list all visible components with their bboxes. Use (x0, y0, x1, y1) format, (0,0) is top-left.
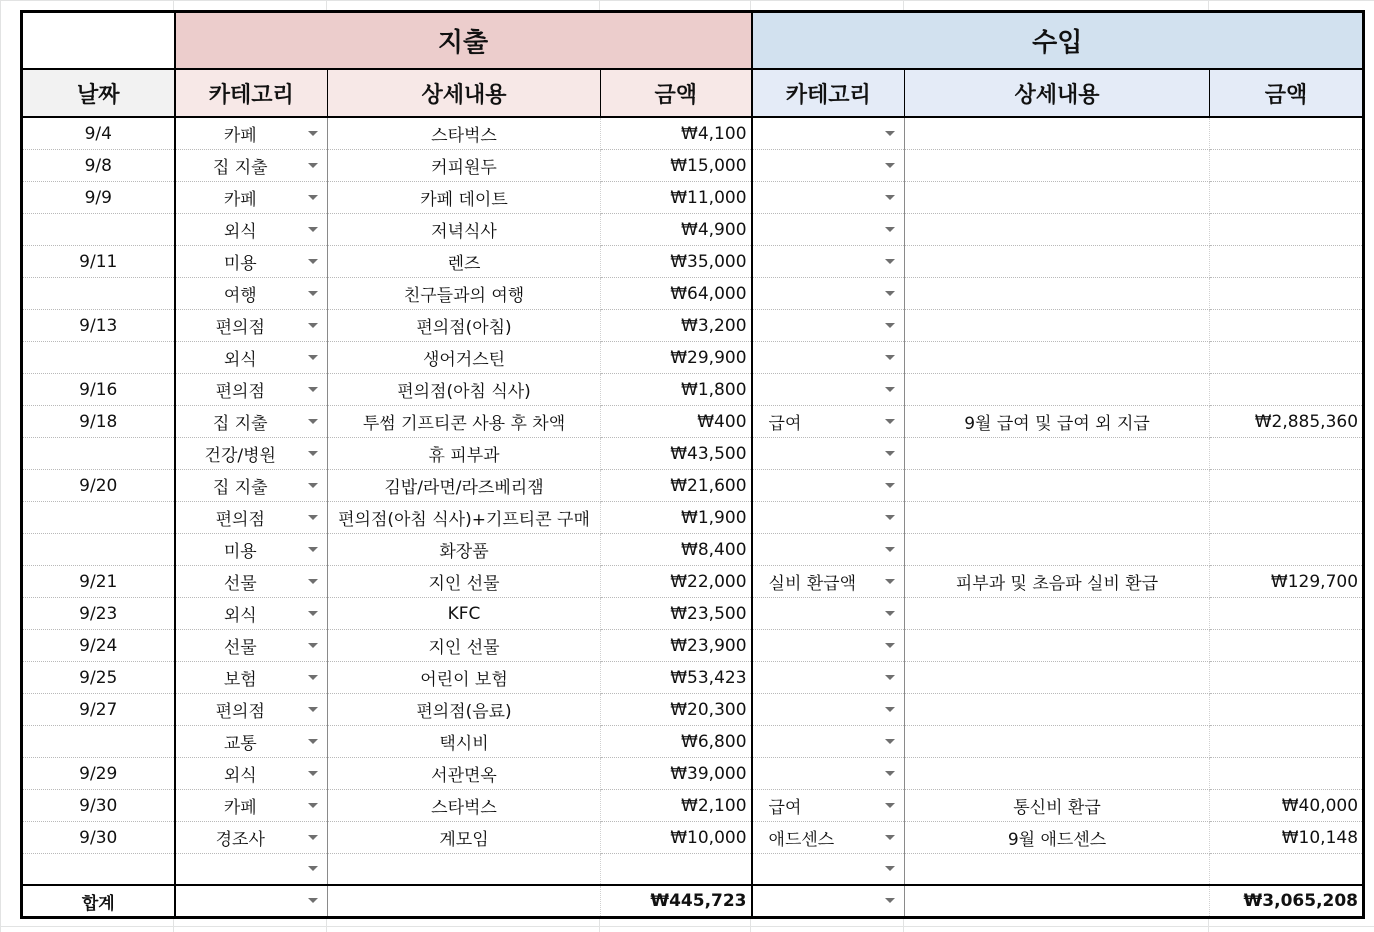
expense-category-dropdown-value: 편의점 (215, 318, 265, 338)
date-cell[interactable]: 9/25 (22, 662, 175, 694)
income-amount-cell[interactable]: ₩40,000 (1210, 790, 1364, 822)
dropdown-arrow-icon[interactable] (885, 675, 895, 680)
income-category-dropdown[interactable] (752, 117, 905, 150)
expense-category-dropdown-value: 외식 (223, 350, 257, 370)
income-amount-cell[interactable] (1210, 374, 1364, 406)
expense-amount-cell[interactable]: ₩4,900 (601, 214, 752, 246)
date-cell[interactable] (22, 342, 175, 374)
income-category-dropdown[interactable] (752, 150, 905, 182)
expense-category-dropdown-value: 보험 (223, 670, 257, 690)
date-cell[interactable] (22, 854, 175, 886)
date-cell[interactable] (22, 502, 175, 534)
income-amount-cell[interactable] (1210, 534, 1364, 566)
income-detail-cell[interactable]: 피부과 및 초음파 실비 환급 (905, 566, 1210, 598)
dropdown-arrow-icon[interactable] (308, 611, 318, 616)
income-amount-cell[interactable]: ₩129,700 (1210, 566, 1364, 598)
table-row (22, 630, 1364, 662)
expense-category-dropdown[interactable] (175, 662, 328, 694)
expense-detail-cell[interactable]: 커피원두 (328, 150, 601, 182)
income-detail-cell[interactable] (905, 438, 1210, 470)
income-amount-cell[interactable] (1210, 758, 1364, 790)
income-amount-cell[interactable] (1210, 854, 1364, 886)
income-category-header[interactable]: 카테고리 (752, 69, 905, 117)
expense-category-dropdown[interactable] (175, 534, 328, 566)
date-cell[interactable] (22, 214, 175, 246)
expense-amount-cell[interactable]: ₩20,300 (601, 694, 752, 726)
expense-detail-cell[interactable]: 생어거스틴 (328, 342, 601, 374)
totals-income-category-dropdown[interactable] (752, 885, 905, 918)
table-row (22, 758, 1364, 790)
income-category-dropdown[interactable] (752, 214, 905, 246)
expense-amount-cell[interactable]: ₩64,000 (601, 278, 752, 310)
income-amount-cell[interactable] (1210, 310, 1364, 342)
income-amount-cell[interactable]: ₩10,148 (1210, 822, 1364, 854)
table-row (22, 150, 1364, 182)
income-amount-cell[interactable] (1210, 438, 1364, 470)
date-cell[interactable]: 9/23 (22, 598, 175, 630)
table-row (22, 534, 1364, 566)
income-detail-cell[interactable] (905, 758, 1210, 790)
income-category-dropdown[interactable] (752, 598, 905, 630)
table-row (22, 406, 1364, 438)
expense-category-dropdown-value: 편의점 (215, 702, 265, 722)
income-detail-cell[interactable] (905, 534, 1210, 566)
table-row (22, 470, 1364, 502)
expense-detail-cell[interactable]: KFC (328, 598, 601, 630)
expense-amount-cell[interactable]: ₩6,800 (601, 726, 752, 758)
expense-amount-cell[interactable]: ₩1,900 (601, 502, 752, 534)
expense-amount-cell[interactable]: ₩21,600 (601, 470, 752, 502)
income-category-dropdown[interactable] (752, 534, 905, 566)
income-category-dropdown[interactable] (752, 790, 905, 822)
expense-amount-cell[interactable]: ₩3,200 (601, 310, 752, 342)
income-category-dropdown[interactable] (752, 694, 905, 726)
table-row (22, 694, 1364, 726)
dropdown-arrow-icon[interactable] (308, 771, 318, 776)
table-row (22, 502, 1364, 534)
income-detail-cell[interactable] (905, 470, 1210, 502)
table-row (22, 854, 1364, 886)
expense-amount-cell[interactable]: ₩4,100 (601, 117, 752, 150)
income-amount-cell[interactable] (1210, 182, 1364, 214)
dropdown-arrow-icon[interactable] (308, 483, 318, 488)
expense-amount-cell[interactable]: ₩43,500 (601, 438, 752, 470)
dropdown-arrow-icon[interactable] (885, 739, 895, 744)
expense-category-header[interactable]: 카테고리 (175, 69, 328, 117)
table-row (22, 662, 1364, 694)
expense-category-dropdown[interactable] (175, 182, 328, 214)
blank-corner-cell[interactable] (22, 12, 175, 70)
expense-category-dropdown[interactable] (175, 822, 328, 854)
income-detail-cell[interactable] (905, 694, 1210, 726)
expense-category-dropdown-value: 미용 (223, 542, 257, 562)
income-category-dropdown[interactable] (752, 630, 905, 662)
table-row (22, 214, 1364, 246)
expense-category-dropdown[interactable] (175, 598, 328, 630)
dropdown-arrow-icon[interactable] (308, 739, 318, 744)
dropdown-arrow-icon[interactable] (885, 707, 895, 712)
dropdown-arrow-icon[interactable] (308, 387, 318, 392)
income-detail-header[interactable]: 상세내용 (905, 69, 1210, 117)
income-detail-cell[interactable] (905, 278, 1210, 310)
date-cell[interactable]: 9/13 (22, 310, 175, 342)
expense-detail-cell[interactable]: 스타벅스 (328, 790, 601, 822)
expense-category-dropdown[interactable] (175, 758, 328, 790)
dropdown-arrow-icon[interactable] (885, 227, 895, 232)
dropdown-arrow-icon[interactable] (308, 579, 318, 584)
date-cell[interactable] (22, 438, 175, 470)
expense-category-dropdown[interactable] (175, 726, 328, 758)
income-category-dropdown-value: 급여 (768, 414, 802, 434)
income-amount-cell[interactable] (1210, 278, 1364, 310)
expense-detail-cell[interactable]: 김밥/라면/라즈베리잼 (328, 470, 601, 502)
income-category-dropdown[interactable] (752, 566, 905, 598)
expense-detail-cell[interactable]: 투썸 기프티콘 사용 후 차액 (328, 406, 601, 438)
income-amount-cell[interactable] (1210, 630, 1364, 662)
table-row (22, 374, 1364, 406)
expense-category-dropdown-value: 여행 (223, 286, 257, 306)
expense-category-dropdown[interactable] (175, 342, 328, 374)
total-income-amount[interactable]: ₩3,065,208 (1210, 885, 1364, 918)
expense-category-dropdown[interactable] (175, 214, 328, 246)
expense-category-dropdown[interactable] (175, 470, 328, 502)
expense-category-dropdown[interactable] (175, 117, 328, 150)
expense-detail-cell[interactable]: 어린이 보험 (328, 662, 601, 694)
expense-category-dropdown-value: 집 지출 (212, 478, 268, 498)
expense-category-dropdown-value: 집 지출 (212, 414, 268, 434)
expense-category-dropdown-value: 건강/병원 (204, 446, 276, 466)
dropdown-arrow-icon[interactable] (308, 547, 318, 552)
expense-category-dropdown[interactable] (175, 438, 328, 470)
expense-detail-cell[interactable]: 카페 데이트 (328, 182, 601, 214)
expense-category-dropdown[interactable] (175, 150, 328, 182)
date-cell[interactable]: 9/4 (22, 117, 175, 150)
income-category-dropdown[interactable] (752, 470, 905, 502)
expense-category-dropdown-value: 카페 (223, 126, 257, 146)
income-detail-cell[interactable] (905, 342, 1210, 374)
income-detail-cell[interactable] (905, 630, 1210, 662)
dropdown-arrow-icon[interactable] (885, 355, 895, 360)
income-detail-cell[interactable] (905, 854, 1210, 886)
income-amount-header[interactable]: 금액 (1210, 69, 1364, 117)
expense-category-dropdown[interactable] (175, 694, 328, 726)
expense-amount-cell[interactable]: ₩11,000 (601, 182, 752, 214)
income-amount-cell[interactable] (1210, 694, 1364, 726)
expense-detail-cell[interactable]: 휴 피부과 (328, 438, 601, 470)
income-category-dropdown[interactable] (752, 758, 905, 790)
expense-category-dropdown-value: 외식 (223, 766, 257, 786)
income-section-title[interactable]: 수입 (752, 12, 1364, 70)
table-row (22, 598, 1364, 630)
income-detail-cell[interactable] (905, 150, 1210, 182)
income-category-dropdown[interactable] (752, 310, 905, 342)
expense-category-dropdown[interactable] (175, 790, 328, 822)
expense-category-dropdown-value: 외식 (223, 606, 257, 626)
income-category-dropdown[interactable] (752, 278, 905, 310)
expense-amount-cell[interactable]: ₩22,000 (601, 566, 752, 598)
income-detail-cell[interactable] (905, 182, 1210, 214)
dropdown-arrow-icon[interactable] (308, 451, 318, 456)
dropdown-arrow-icon[interactable] (308, 675, 318, 680)
expense-detail-header[interactable]: 상세내용 (328, 69, 601, 117)
expense-category-dropdown[interactable] (175, 406, 328, 438)
income-category-dropdown[interactable] (752, 182, 905, 214)
budget-table (20, 10, 1365, 919)
income-detail-cell[interactable] (905, 117, 1210, 150)
date-cell[interactable] (22, 726, 175, 758)
expense-detail-cell[interactable]: 친구들과의 여행 (328, 278, 601, 310)
table-row (22, 342, 1364, 374)
table-row (22, 182, 1364, 214)
totals-row (22, 885, 1364, 918)
income-detail-cell[interactable] (905, 374, 1210, 406)
dropdown-arrow-icon[interactable] (885, 291, 895, 296)
income-amount-cell[interactable] (1210, 598, 1364, 630)
totals-income-detail-cell[interactable] (905, 885, 1210, 918)
table-row (22, 117, 1364, 150)
expense-detail-cell[interactable]: 렌즈 (328, 246, 601, 278)
date-cell[interactable]: 9/18 (22, 406, 175, 438)
expense-detail-cell[interactable]: 계모임 (328, 822, 601, 854)
dropdown-arrow-icon[interactable] (308, 707, 318, 712)
dropdown-arrow-icon[interactable] (308, 803, 318, 808)
date-cell[interactable]: 9/27 (22, 694, 175, 726)
totals-expense-detail-cell[interactable] (328, 885, 601, 918)
expense-detail-cell[interactable]: 편의점(아침 식사)+기프티콘 구매 (328, 502, 601, 534)
date-cell[interactable]: 9/20 (22, 470, 175, 502)
dropdown-arrow-icon[interactable] (308, 643, 318, 648)
dropdown-arrow-icon[interactable] (308, 835, 318, 840)
expense-category-dropdown[interactable] (175, 502, 328, 534)
expense-detail-cell[interactable]: 편의점(음료) (328, 694, 601, 726)
dropdown-arrow-icon[interactable] (885, 131, 895, 136)
income-amount-cell[interactable] (1210, 342, 1364, 374)
income-category-dropdown-value: 급여 (768, 798, 802, 818)
income-detail-cell[interactable] (905, 214, 1210, 246)
dropdown-arrow-icon[interactable] (308, 163, 318, 168)
dropdown-arrow-icon[interactable] (308, 131, 318, 136)
dropdown-arrow-icon[interactable] (308, 355, 318, 360)
dropdown-arrow-icon[interactable] (885, 579, 895, 584)
dropdown-arrow-icon[interactable] (885, 387, 895, 392)
expense-detail-cell[interactable]: 저녁식사 (328, 214, 601, 246)
income-category-dropdown[interactable] (752, 502, 905, 534)
expense-category-dropdown[interactable] (175, 246, 328, 278)
expense-amount-cell[interactable]: ₩23,500 (601, 598, 752, 630)
expense-detail-cell[interactable]: 편의점(아침) (328, 310, 601, 342)
income-detail-cell[interactable] (905, 246, 1210, 278)
expense-category-dropdown[interactable] (175, 310, 328, 342)
income-amount-cell[interactable] (1210, 214, 1364, 246)
date-cell[interactable] (22, 534, 175, 566)
expense-detail-cell[interactable]: 지인 선물 (328, 566, 601, 598)
income-category-dropdown[interactable] (752, 854, 905, 886)
dropdown-arrow-icon[interactable] (885, 898, 895, 903)
table-row (22, 726, 1364, 758)
income-detail-cell[interactable] (905, 662, 1210, 694)
totals-expense-category-dropdown[interactable] (175, 885, 328, 918)
table-row (22, 310, 1364, 342)
expense-detail-cell[interactable]: 스타벅스 (328, 117, 601, 150)
dropdown-arrow-icon[interactable] (885, 611, 895, 616)
expense-category-dropdown[interactable] (175, 854, 328, 886)
date-cell[interactable]: 9/30 (22, 822, 175, 854)
date-cell[interactable]: 9/16 (22, 374, 175, 406)
expense-amount-cell[interactable]: ₩53,423 (601, 662, 752, 694)
dropdown-arrow-icon[interactable] (885, 163, 895, 168)
expense-category-dropdown-value: 교통 (223, 734, 257, 754)
expense-category-dropdown-value: 집 지출 (212, 158, 268, 178)
expense-category-dropdown-value: 편의점 (215, 510, 265, 530)
date-cell[interactable]: 9/9 (22, 182, 175, 214)
income-amount-cell[interactable] (1210, 662, 1364, 694)
expense-category-dropdown-value: 편의점 (215, 382, 265, 402)
income-detail-cell[interactable]: 9월 급여 및 급여 외 지급 (905, 406, 1210, 438)
income-detail-cell[interactable] (905, 726, 1210, 758)
total-expense-amount[interactable]: ₩445,723 (601, 885, 752, 918)
dropdown-arrow-icon[interactable] (885, 451, 895, 456)
date-cell[interactable]: 9/30 (22, 790, 175, 822)
table-row (22, 246, 1364, 278)
date-cell[interactable] (22, 278, 175, 310)
dropdown-arrow-icon[interactable] (308, 898, 318, 903)
date-cell[interactable]: 9/21 (22, 566, 175, 598)
expense-category-dropdown-value: 카페 (223, 190, 257, 210)
dropdown-arrow-icon[interactable] (308, 227, 318, 232)
dropdown-arrow-icon[interactable] (308, 291, 318, 296)
expense-amount-cell[interactable] (601, 854, 752, 886)
expense-amount-cell[interactable]: ₩15,000 (601, 150, 752, 182)
income-category-dropdown[interactable] (752, 438, 905, 470)
income-category-dropdown[interactable] (752, 374, 905, 406)
dropdown-arrow-icon[interactable] (308, 419, 318, 424)
expense-category-dropdown-value: 선물 (223, 638, 257, 658)
expense-amount-cell[interactable]: ₩29,900 (601, 342, 752, 374)
expense-amount-cell[interactable]: ₩35,000 (601, 246, 752, 278)
income-amount-cell[interactable] (1210, 470, 1364, 502)
income-detail-cell[interactable] (905, 310, 1210, 342)
dropdown-arrow-icon[interactable] (308, 866, 318, 871)
expense-category-dropdown-value: 미용 (223, 254, 257, 274)
income-amount-cell[interactable] (1210, 150, 1364, 182)
dropdown-arrow-icon[interactable] (308, 323, 318, 328)
dropdown-arrow-icon[interactable] (885, 515, 895, 520)
income-category-dropdown[interactable] (752, 822, 905, 854)
expense-detail-cell[interactable]: 편의점(아침 식사) (328, 374, 601, 406)
dropdown-arrow-icon[interactable] (308, 259, 318, 264)
date-cell[interactable]: 9/24 (22, 630, 175, 662)
dropdown-arrow-icon[interactable] (885, 483, 895, 488)
income-amount-cell[interactable] (1210, 117, 1364, 150)
expense-amount-cell[interactable]: ₩39,000 (601, 758, 752, 790)
expense-category-dropdown-value: 선물 (223, 574, 257, 594)
expense-amount-cell[interactable]: ₩400 (601, 406, 752, 438)
expense-amount-cell[interactable]: ₩1,800 (601, 374, 752, 406)
income-amount-cell[interactable] (1210, 246, 1364, 278)
dropdown-arrow-icon[interactable] (885, 866, 895, 871)
income-detail-cell[interactable] (905, 502, 1210, 534)
table-row (22, 278, 1364, 310)
table-row (22, 438, 1364, 470)
expense-amount-cell[interactable]: ₩8,400 (601, 534, 752, 566)
date-cell[interactable]: 9/11 (22, 246, 175, 278)
expense-amount-cell[interactable]: ₩23,900 (601, 630, 752, 662)
dropdown-arrow-icon[interactable] (885, 835, 895, 840)
expense-category-dropdown-value: 외식 (223, 222, 257, 242)
dropdown-arrow-icon[interactable] (885, 419, 895, 424)
date-cell[interactable]: 9/29 (22, 758, 175, 790)
expense-category-dropdown[interactable] (175, 630, 328, 662)
dropdown-arrow-icon[interactable] (885, 195, 895, 200)
expense-category-dropdown[interactable] (175, 278, 328, 310)
income-amount-cell[interactable] (1210, 726, 1364, 758)
income-detail-cell[interactable] (905, 598, 1210, 630)
dropdown-arrow-icon[interactable] (885, 643, 895, 648)
expense-category-dropdown-value: 경조사 (215, 830, 265, 850)
dropdown-arrow-icon[interactable] (885, 771, 895, 776)
table-row (22, 566, 1364, 598)
income-category-dropdown[interactable] (752, 342, 905, 374)
income-detail-cell[interactable]: 9월 애드센스 (905, 822, 1210, 854)
expense-detail-cell[interactable]: 지인 선물 (328, 630, 601, 662)
expense-amount-cell[interactable]: ₩2,100 (601, 790, 752, 822)
income-amount-cell[interactable]: ₩2,885,360 (1210, 406, 1364, 438)
expense-amount-cell[interactable]: ₩10,000 (601, 822, 752, 854)
expense-category-dropdown[interactable] (175, 374, 328, 406)
expense-category-dropdown-value: 카페 (223, 798, 257, 818)
table-row (22, 790, 1364, 822)
dropdown-arrow-icon[interactable] (885, 323, 895, 328)
income-detail-cell[interactable]: 통신비 환급 (905, 790, 1210, 822)
date-cell[interactable]: 9/8 (22, 150, 175, 182)
expense-amount-header[interactable]: 금액 (601, 69, 752, 117)
section-title-row (22, 12, 1364, 70)
expense-detail-cell[interactable] (328, 854, 601, 886)
dropdown-arrow-icon[interactable] (885, 803, 895, 808)
dropdown-arrow-icon[interactable] (885, 259, 895, 264)
income-category-dropdown[interactable] (752, 726, 905, 758)
income-amount-cell[interactable] (1210, 502, 1364, 534)
income-category-dropdown[interactable] (752, 406, 905, 438)
expense-detail-cell[interactable]: 택시비 (328, 726, 601, 758)
expense-detail-cell[interactable]: 화장품 (328, 534, 601, 566)
table-row (22, 822, 1364, 854)
income-category-dropdown[interactable] (752, 662, 905, 694)
income-category-dropdown-value: 실비 환급액 (768, 574, 857, 594)
totals-label[interactable]: 합계 (22, 885, 175, 918)
dropdown-arrow-icon[interactable] (308, 515, 318, 520)
dropdown-arrow-icon[interactable] (308, 195, 318, 200)
expense-detail-cell[interactable]: 서관면옥 (328, 758, 601, 790)
date-header[interactable]: 날짜 (22, 69, 175, 117)
income-category-dropdown[interactable] (752, 246, 905, 278)
expense-section-title[interactable]: 지출 (175, 12, 752, 70)
expense-category-dropdown[interactable] (175, 566, 328, 598)
column-header-row (22, 69, 1364, 117)
income-category-dropdown-value: 애드센스 (768, 830, 835, 850)
dropdown-arrow-icon[interactable] (885, 547, 895, 552)
